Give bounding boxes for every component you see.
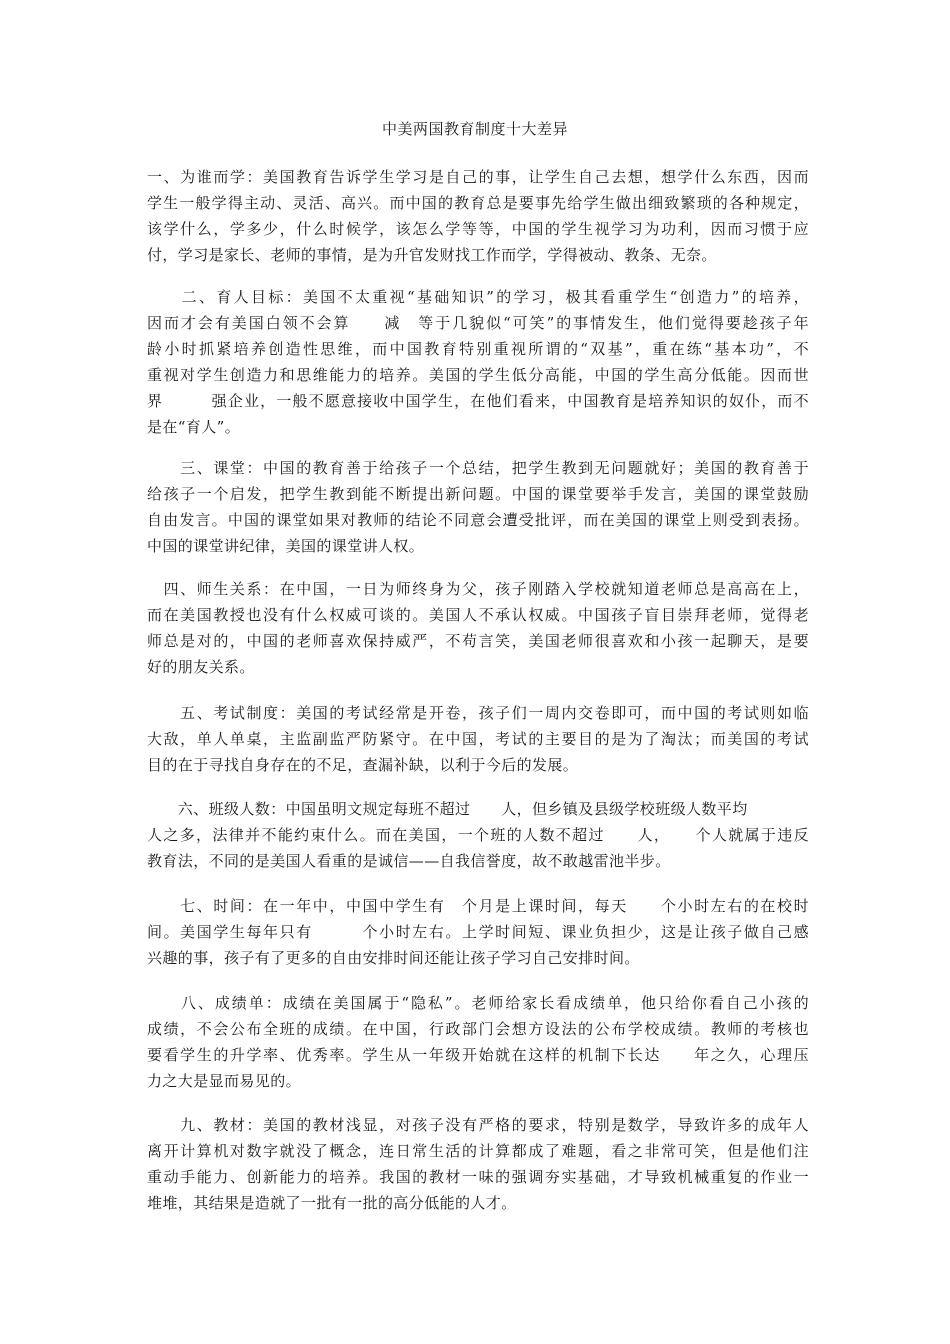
text-line: 堆堆，其结果是造就了一批有一批的高分低能的人才。 [147,1194,517,1212]
text-line: 付，学习是家长、老师的事情，是为升官发财找工作而学，学得被动、教条、无奈。 [147,246,717,264]
text-line: 重视对学生创造力和思维能力的培养。美国的学生低分高能，中国的学生高分低能。因而世 [147,366,809,384]
text-line: 间。美国学生每年只有 个小时左右。上学时间短、课业负担少，这是让孩子做自己感 [147,923,809,941]
text-line: 四、师生关系：在中国，一日为师终身为父，孩子刚踏入学校就知道老师总是高高在上， [147,580,809,598]
text-line: 要看学生的升学率、优秀率。学生从一年级开始就在这样的机制下长达 年之久，心理压 [147,1046,809,1064]
paragraph-3 [147,455,809,559]
document-title: 中美两国教育制度十大差异 [381,120,568,138]
paragraph-4 [147,576,809,680]
text-line: 龄小时抓紧培养创造性思维，而中国教育特别重视所谓的“双基”，重在练“基本功”，不 [147,340,809,358]
text-line: 而在美国教授也没有什么权威可谈的。美国人不承认权威。中国孩子盲目崇拜老师，觉得老 [147,606,809,624]
text-line: 三、课堂：中国的教育善于给孩子一个总结，把学生教到无问题就好；美国的教育善于 [147,459,809,477]
paragraph-2 [147,284,809,440]
text-line: 一、为谁而学：美国教育告诉学生学习是自己的事，让学生自己去想，想学什么东西，因而 [147,168,809,186]
text-line: 界 强企业，一般不愿意接收中国学生，在他们看来，中国教育是培养知识的奴仆，而不 [147,392,809,410]
text-line: 力之大是显而易见的。 [147,1072,302,1090]
text-line: 学生一般学得主动、灵活、高兴。而中国的教育总是要事先给学生做出细致繁琐的各种规定， [147,194,809,212]
text-line: 该学什么，学多少，什么时候学，该怎么学等等，中国的学生视学习为功利，因而习惯于应 [147,220,809,238]
text-line: 七、时间：在一年中，中国中学生有 个月是上课时间，每天 个小时左右的在校时 [147,897,809,915]
paragraph-8 [147,990,809,1094]
text-line: 五、考试制度：美国的考试经常是开卷，孩子们一周内交卷即可，而中国的考试则如临 [147,704,809,722]
text-line: 兴趣的事，孩子有了更多的自由安排时间还能让孩子学习自己安排时间。 [147,949,640,967]
text-line: 九、教材：美国的教材浅显，对孩子没有严格的要求，特别是数学，导致许多的成年人 [147,1116,809,1134]
text-line: 重动手能力、创新能力的培养。我国的教材一味的强调夯实基础，才导致机械重复的作业一 [147,1168,809,1186]
text-line: 成绩，不会公布全班的成绩。在中国，行政部门会想方设法的公布学校成绩。教师的考核也 [147,1020,809,1038]
text-line: 八、成绩单：成绩在美国属于“隐私”。老师给家长看成绩单，他只给你看自己小孩的 [147,994,809,1012]
text-line: 中国的课堂讲纪律，美国的课堂讲人权。 [147,537,425,555]
text-line: 自由发言。中国的课堂如果对教师的结论不同意会遭受批评，而在美国的课堂上则受到表扬。 [147,511,809,529]
text-line: 二、育人目标：美国不太重视“基础知识”的学习，极其看重学生“创造力”的培养， [147,288,809,306]
text-line: 师总是对的，中国的老师喜欢保持威严，不苟言笑，美国老师很喜欢和小孩一起聊天，是要 [147,632,809,650]
text-line: 六、班级人数：中国虽明文规定每班不超过 人，但乡镇及县级学校班级人数平均 [147,800,764,818]
text-line: 大敌，单人单桌，主监副监严防紧守。在中国，考试的主要目的是为了淘汰；而美国的考试 [147,730,809,748]
text-line: 好的朋友关系。 [147,658,255,676]
text-line: 人之多，法律并不能约束什么。而在美国，一个班的人数不超过 人， 个人就属于违反 [147,826,809,844]
text-line: 因而才会有美国白领不会算 减 等于几貌似“可笑”的事情发生，他们觉得要趁孩子年 [147,314,809,332]
text-line: 教育法，不同的是美国人看重的是诚信——自我信誉度，故不敢越雷池半步。 [147,852,671,870]
paragraph-6 [147,796,809,874]
paragraph-1 [147,164,809,268]
text-line: 目的在于寻找自身存在的不足，查漏补缺，以利于今后的发展。 [147,756,579,774]
text-line: 离开计算机对数字就没了概念，连日常生活的计算都成了难题，看之非常可笑，但是他们注 [147,1142,809,1160]
text-line: 是在“育人”。 [147,418,241,436]
paragraph-5 [147,700,809,778]
paragraph-7 [147,893,809,971]
paragraph-9 [147,1112,809,1216]
text-line: 给孩子一个启发，把学生教到能不断提出新问题。中国的课堂要举手发言，美国的课堂鼓励 [147,485,809,503]
